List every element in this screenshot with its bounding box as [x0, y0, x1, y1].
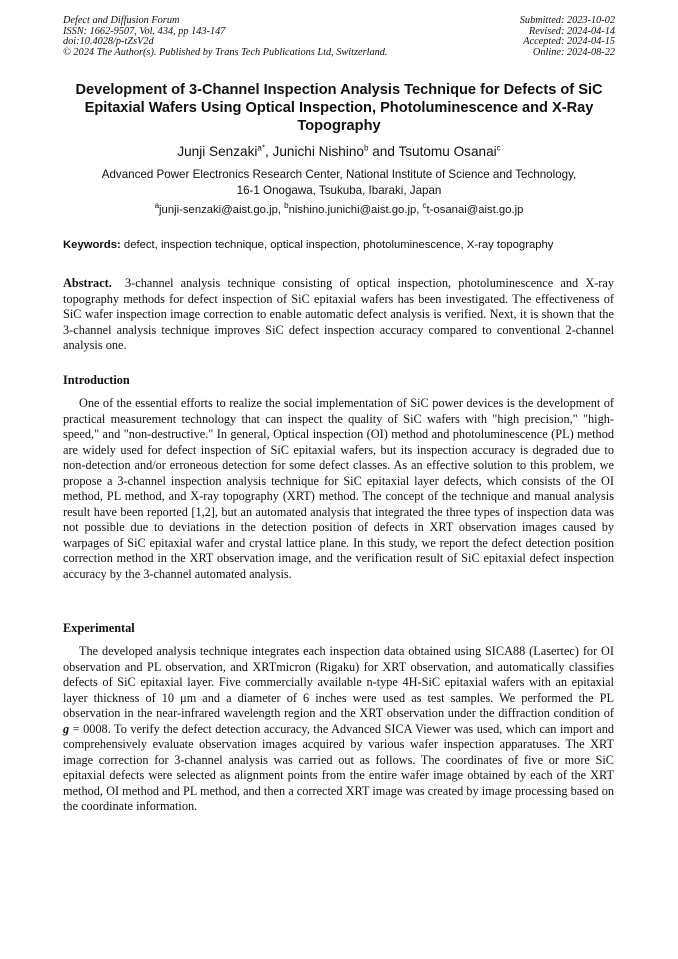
publication-dates: [520, 16, 615, 58]
doi-line: doi:10.4028/p-tZsV2d: [63, 36, 154, 48]
introduction-heading: Introduction: [63, 373, 130, 387]
abstract: [63, 276, 614, 354]
author-superscript: a*: [257, 143, 265, 153]
author-name: Junichi Nishino: [272, 144, 364, 159]
author-superscript: c: [496, 143, 501, 153]
revised-date: Revised: 2024-04-14: [528, 25, 615, 37]
diffraction-vector-symbol: g: [63, 721, 70, 736]
keywords-label: Keywords:: [63, 239, 121, 251]
experimental-text-continued: = 0008. To verify the defect detection accuracy, the Advanced SICA Viewer was used, which can import and comprehensively evaluate observation images acquired by various wafer inspection apparatuses. The XRT image correction for 3-channel analysis was carried out as follows. The coordinates of five or more SiC epitaxial defects were selected as alignment points from the entire wafer image obtained by each of the XRT method, OI method and PL method, and then a corrected XRT image was created by image processing based on the coordinate information.: [63, 721, 614, 813]
author-separator: and: [368, 144, 399, 159]
email-superscript: a: [154, 201, 160, 211]
abstract-label: Abstract.: [63, 276, 112, 290]
email-link[interactable]: t-osanai@aist.go.jp: [426, 204, 524, 216]
author-superscript: b: [363, 143, 369, 153]
experimental-text: The developed analysis technique integrates each inspection data obtained using SICA88 (Lasertec) for OI observation and PL observation, and XRTmicron (Rigaku) for XRT observation, and automatically classifies defects of SiC epitaxial layer. Five commercially available n-type 4H-SiC epitaxial wafers with an epitaxial layer thickness of 10 μm and a diameter of 6 inches were used as test samples. We performed the PL observation in the near-infrared wavelength region and the XRT observation under the diffraction condition of: [63, 644, 614, 720]
email-separator: ,: [416, 204, 423, 216]
email-link[interactable]: junji-senzaki@aist.go.jp: [159, 204, 278, 216]
experimental-heading: Experimental: [63, 621, 135, 635]
issn-line: ISSN: 1662-9507, Vol. 434, pp 143-147: [63, 25, 226, 37]
author-name: Tsutomu Osanai: [398, 144, 497, 159]
copyright-line: © 2024 The Author(s). Published by Trans Tech Publications Ltd, Switzerland.: [63, 46, 388, 58]
experimental-paragraph: [63, 644, 614, 815]
affiliation: [52, 167, 626, 199]
keywords-text: defect, inspection technique, optical inspection, photoluminescence, X-ray topography: [123, 239, 554, 251]
email-separator: ,: [277, 204, 285, 216]
online-date: Online: 2024-08-22: [532, 46, 615, 58]
keywords: [63, 238, 623, 253]
journal-name: Defect and Diffusion Forum: [63, 15, 180, 26]
affiliation-line: 16-1 Onogawa, Tsukuba, Ibaraki, Japan: [236, 184, 442, 197]
submitted-date: Submitted: 2023-10-02: [519, 15, 615, 26]
email-superscript: c: [422, 201, 427, 211]
email-list: [52, 203, 626, 218]
author-separator: ,: [264, 144, 273, 159]
accepted-date: Accepted: 2024-04-15: [523, 36, 615, 48]
affiliation-line: Advanced Power Electronics Research Center, National Institute of Science and Technology,: [101, 168, 577, 181]
email-superscript: b: [284, 201, 289, 211]
paper-title: Development of 3-Channel Inspection Analysis Technique for Defects of SiC Epitaxial Wafers Using Optical Inspection, Photoluminescence and X-Ray Topography: [75, 82, 603, 134]
abstract-text: 3-channel analysis technique consisting of optical inspection, photoluminescence and X-ray topography methods for defect inspection of SiC epitaxial wafers has been investigated. The effectiveness of SiC wafer inspection image correction to enable automatic defect analysis is verified. Next, it is shown that the 3-channel analysis technique improves SiC defect inspection accuracy compared to conventional 2-channel analysis one.: [63, 276, 614, 352]
author-list: [52, 143, 626, 160]
journal-info: [63, 16, 387, 58]
email-link[interactable]: nishino.junichi@aist.go.jp: [288, 204, 417, 216]
introduction-paragraph: One of the essential efforts to realize the social implementation of SiC power devices is the development of practical measurement technology that can inspect the quality of SiC wafers with "high precision," "high-speed," and "non-destructive." In general, Optical inspection (OI) method and photoluminescence (PL) method are widely used for defect inspection of SiC epitaxial wafers, but its inspection accuracy is degraded due to non-detection and/or erroneous detection for some defect classes. As an effective solution to this problem, we propose a 3-channel inspection analysis technique for SiC epitaxial layer defects, which consists of the OI method, PL method, and X-ray topography (XRT) method. The concept of the technique and manual analysis result have been reported [1,2], but an automated analysis that integrated the three types of inspection data was not possible due to deviations in the detection position of defects in XRT observation images caused by warpages of SiC epitaxial wafer and crystal lattice plane. In this study, we report the defect detection position correction method in the XRT observation image, and the verification result of SiC epitaxial defect inspection accuracy by the 3-channel automated analysis.: [63, 396, 614, 581]
author-name: Junji Senzaki: [177, 144, 258, 159]
